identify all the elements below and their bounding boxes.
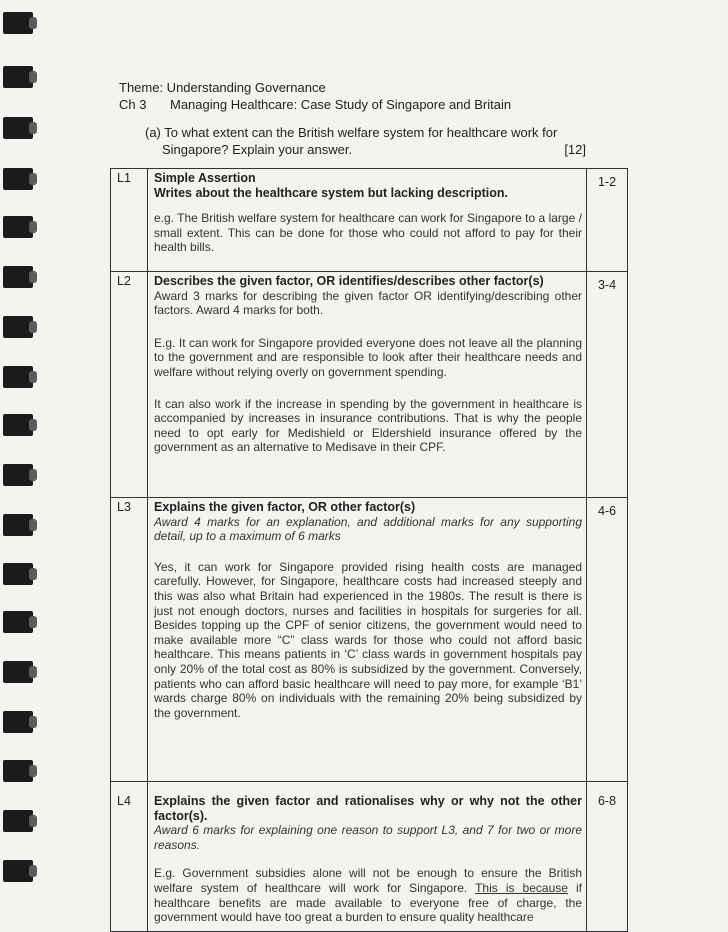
question-marks: [12] <box>564 142 586 157</box>
binding-hole <box>3 464 33 486</box>
chapter-number: Ch 3 <box>119 97 147 112</box>
binding-hole <box>3 117 33 139</box>
theme-line: Theme: Understanding Governance <box>119 80 326 95</box>
binding-hole <box>3 12 33 34</box>
level-title-line: Simple Assertion <box>154 171 256 185</box>
chapter-title: Managing Healthcare: Case Study of Singapore and Britain <box>170 97 512 112</box>
question-line-1: (a) To what extent can the British welfare system for healthcare work for <box>145 125 558 140</box>
level-label: L3 <box>111 498 148 782</box>
binding-hole <box>3 760 33 782</box>
binding-hole <box>3 860 33 882</box>
binding-hole <box>3 414 33 436</box>
example-paragraph: e.g. The British welfare system for healthcare can work for Singapore to a large / small extent. This can be done for those who could not afford to pay for their health bills. <box>154 211 582 255</box>
binding-hole <box>3 514 33 536</box>
spiral-binding-holes <box>0 0 38 914</box>
binding-hole <box>3 711 33 733</box>
binding-hole <box>3 563 33 585</box>
level-description <box>148 782 587 932</box>
example-paragraph <box>154 866 582 924</box>
level-description <box>148 272 587 498</box>
binding-hole <box>3 366 33 388</box>
question-text: Singapore? Explain your answer. <box>162 142 353 157</box>
marking-rubric-table <box>110 168 628 932</box>
level-title-line: Explains the given factor, OR other factor(s) <box>154 500 416 514</box>
rubric-row-l1 <box>111 169 628 272</box>
example-paragraph: E.g. It can work for Singapore provided everyone does not leave all the planning to the government and are responsible to look after their healthcare needs and welfare without relying overly on government spending. <box>154 335 582 379</box>
level-title-line: Describes the given factor, OR identifies/describes other factor(s) <box>154 274 544 288</box>
example-paragraph: It can also work if the increase in spending by the government in healthcare is accompanied by increases in insurance contributions. That is why the people need to opt early for Medishield or Eldershield insurance offered by the government as an alternative to Medisave in their CPF. <box>154 396 582 455</box>
marking-guidance: Award 4 marks for an explanation, and additional marks for any supporting detail, up to a maximum of 6 marks <box>154 514 582 544</box>
level-label: L2 <box>111 272 148 498</box>
rubric-row-l2 <box>111 272 628 498</box>
binding-hole <box>3 611 33 633</box>
level-title-line: Writes about the healthcare system but lacking description. <box>154 185 509 200</box>
rubric-row-l3 <box>111 498 628 782</box>
paragraph-text: if healthcare benefits are made available to everyone free of charge, the government would have too great a burden to ensure quality healthcare <box>154 880 583 925</box>
level-marks: 3-4 <box>587 272 628 498</box>
marking-guidance: Award 3 marks for describing the given factor OR identifying/describing other factors. Award 4 marks for both. <box>154 288 582 318</box>
level-label: L4 <box>111 782 148 932</box>
level-marks: 1-2 <box>587 169 628 272</box>
level-description <box>148 498 587 782</box>
document-header <box>119 79 511 113</box>
binding-hole <box>3 661 33 683</box>
level-label: L1 <box>111 169 148 272</box>
binding-hole <box>3 810 33 832</box>
question <box>145 124 635 158</box>
chapter-line <box>119 96 511 113</box>
paragraph-text: E.g. Government subsidies alone will not be enough to ensure the British welfare system of healthcare will work for Singapore. <box>154 866 582 895</box>
level-marks: 6-8 <box>587 782 628 932</box>
underlined-phrase: This is because <box>475 880 568 895</box>
question-line-2 <box>145 141 635 158</box>
binding-hole <box>3 216 33 238</box>
marking-guidance: Award 6 marks for explaining one reason to support L3, and 7 for two or more reasons. <box>154 823 582 852</box>
binding-hole <box>3 66 33 88</box>
binding-hole <box>3 266 33 288</box>
rubric-row-l4 <box>111 782 628 932</box>
level-title-line: Explains the given factor and rationalises why or why not the other factor(s). <box>154 794 582 823</box>
level-description <box>148 169 587 272</box>
binding-hole <box>3 168 33 190</box>
level-marks: 4-6 <box>587 498 628 782</box>
binding-hole <box>3 316 33 338</box>
example-paragraph: Yes, it can work for Singapore provided rising health costs are managed carefully. However, for Singapore, healthcare costs had increased steeply and this was also what Britain had experienced in the 1980s. The result is there is just not enough doctors, nurses and facilities in hospitals for surgeries for all. Besides topping up the CPF of senior citizens, the government would need to make available more “C” class wards for those who could not afford basic healthcare. This means patients in ‘C’ class wards in government hospitals pay only 20% of the total cost as 80% is subsidized by the government. Conversely, patients who can afford basic healthcare will need to pay more, for example ‘B1’ wards charge 80% on individuals with the remaining 20% being subsidized by the government. <box>154 559 582 720</box>
